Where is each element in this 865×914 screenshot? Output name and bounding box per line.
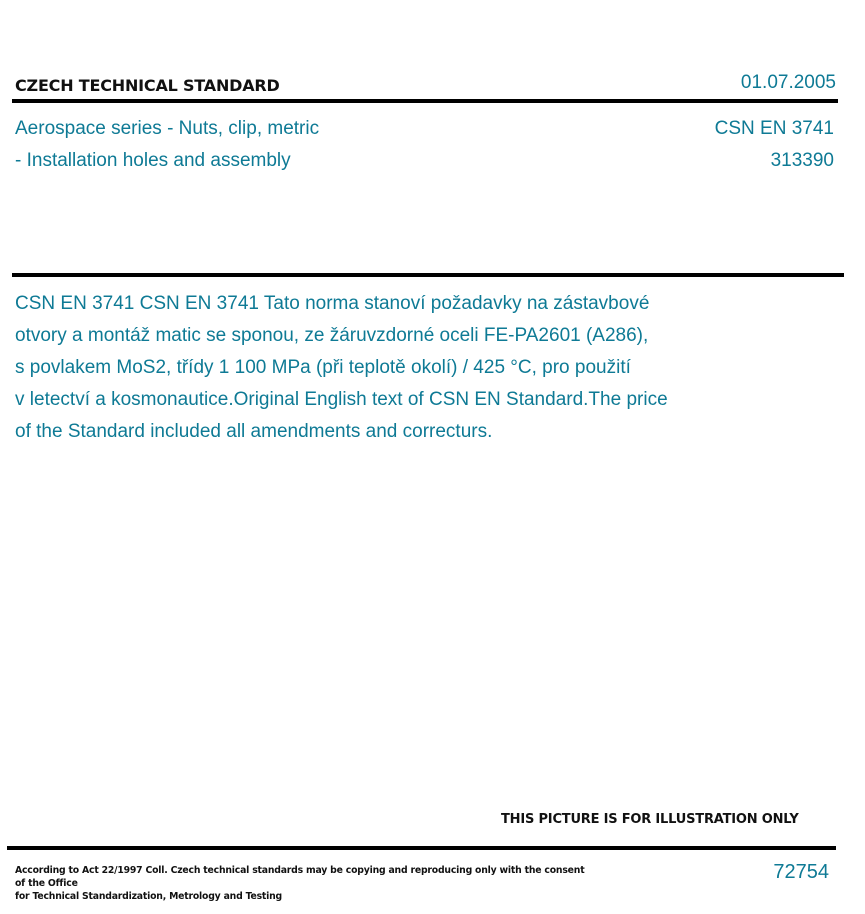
description-line: s povlakem MoS2, třídy 1 100 MPa (při teplotě okolí) / 425 °C, pro použití [15, 357, 631, 378]
document-code: 72754 [773, 861, 829, 883]
document-header-label: CZECH TECHNICAL STANDARD [15, 76, 280, 95]
title-divider [12, 273, 844, 277]
legal-notice-line-1: According to Act 22/1997 Coll. Czech technical standards may be copying and reproducing only with the consent of the Office [15, 865, 585, 889]
description-line: CSN EN 3741 CSN EN 3741 Tato norma stanoví požadavky na zástavbové [15, 293, 650, 314]
standard-title-line-2: - Installation holes and assembly [15, 150, 291, 171]
standard-title-line-1: Aerospace series - Nuts, clip, metric [15, 118, 320, 139]
footer-divider [7, 846, 836, 850]
description-line: otvory a montáž matic se sponou, ze žáruvzdorné oceli FE-PA2601 (A286), [15, 325, 649, 346]
legal-notice [15, 864, 595, 903]
description-line: of the Standard included all amendments and correcturs. [15, 421, 493, 442]
standard-number: CSN EN 3741 [714, 118, 834, 139]
publication-date: 01.07.2005 [740, 72, 836, 93]
legal-notice-line-2: for Technical Standardization, Metrology and Testing [15, 891, 283, 902]
standard-description [15, 288, 775, 448]
catalog-number: 313390 [770, 150, 834, 171]
illustration-note: THIS PICTURE IS FOR ILLUSTRATION ONLY [501, 812, 799, 827]
header-divider [12, 99, 838, 103]
description-line: v letectví a kosmonautice.Original English text of CSN EN Standard.The price [15, 389, 668, 410]
